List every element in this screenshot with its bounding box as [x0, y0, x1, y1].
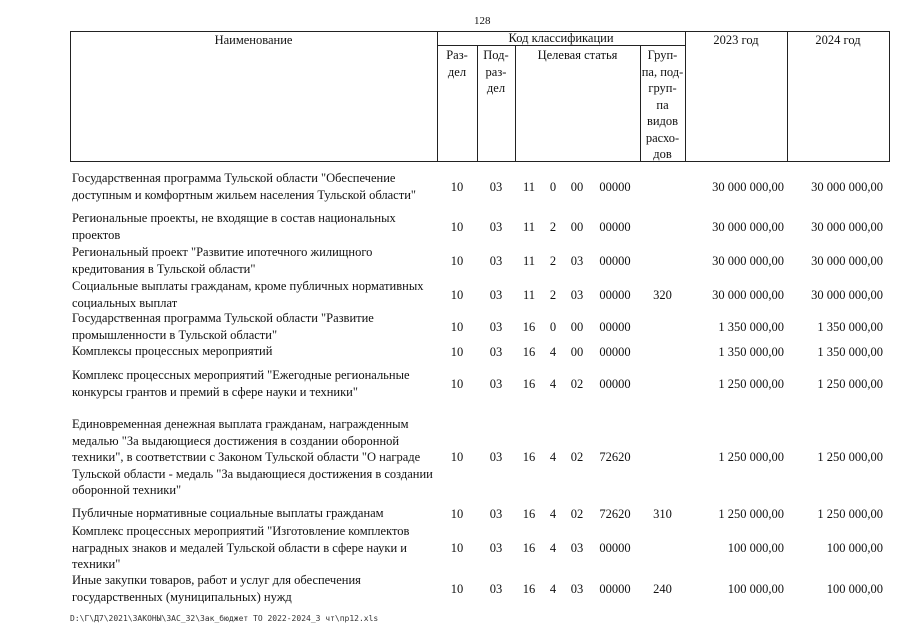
header-target: Целевая статья	[537, 48, 618, 62]
table-row	[70, 572, 890, 606]
row-target-4: 00000	[599, 180, 631, 194]
row-section: 10	[450, 180, 464, 194]
row-subsection: 03	[489, 507, 503, 521]
row-target-3: 02	[570, 450, 584, 464]
row-expense-group: 320	[653, 288, 672, 302]
row-subsection: 03	[489, 220, 503, 234]
row-name: Региональные проекты, не входящие в состав национальных проектов	[72, 211, 396, 242]
table-header	[70, 31, 890, 162]
row-target-1: 11	[522, 288, 536, 302]
header-code: Код классификации	[508, 31, 614, 45]
header-name: Наименование	[214, 33, 293, 47]
row-target-1: 16	[522, 320, 536, 334]
header-subsection: Под- раз- дел	[483, 48, 509, 95]
row-section: 10	[450, 377, 464, 391]
row-subsection: 03	[489, 582, 503, 596]
row-name: Комплекс процессных мероприятий "Изготовление комплектов наградных знаков и медалей Тульской области в сфере науки и техники"	[72, 524, 410, 571]
row-2023: 1 350 000,00	[718, 320, 784, 334]
row-target-2: 2	[549, 220, 557, 234]
table-row	[70, 170, 890, 204]
row-target-1: 16	[522, 541, 536, 555]
row-target-3: 03	[570, 582, 584, 596]
row-target-2: 4	[549, 345, 557, 359]
table-row	[70, 278, 890, 312]
row-name: Социальные выплаты гражданам, кроме публичных нормативных социальных выплат	[72, 279, 424, 310]
row-target-3: 02	[570, 377, 584, 391]
page-number: 128	[474, 15, 491, 27]
row-target-2: 4	[549, 507, 557, 521]
row-target-1: 11	[522, 180, 536, 194]
row-2024: 30 000 000,00	[811, 254, 883, 268]
row-target-2: 0	[549, 180, 557, 194]
row-2024: 30 000 000,00	[811, 180, 883, 194]
row-subsection: 03	[489, 320, 503, 334]
row-section: 10	[450, 288, 464, 302]
row-target-3: 00	[570, 220, 584, 234]
row-target-1: 16	[522, 507, 536, 521]
table-row	[70, 505, 890, 523]
row-target-1: 16	[522, 450, 536, 464]
row-target-2: 2	[549, 254, 557, 268]
row-2023: 30 000 000,00	[712, 220, 784, 234]
row-2023: 100 000,00	[727, 541, 784, 555]
row-section: 10	[450, 450, 464, 464]
row-2023: 1 250 000,00	[718, 450, 784, 464]
row-section: 10	[450, 507, 464, 521]
row-2024: 1 250 000,00	[817, 377, 883, 391]
row-2023: 30 000 000,00	[712, 288, 784, 302]
row-name: Единовременная денежная выплата гражданам, награжденным медалью "За выдающиеся достижения в создании оборонной техники", в соответствии с Законом Тульской области "О награде Тульской области - медаль "За выдающиеся достижения в создании оборонной техники"	[72, 417, 433, 497]
row-name: Публичные нормативные социальные выплаты гражданам	[72, 506, 384, 520]
row-2024: 1 250 000,00	[817, 507, 883, 521]
row-2023: 30 000 000,00	[712, 180, 784, 194]
row-target-4: 72620	[599, 507, 631, 521]
row-name: Комплекс процессных мероприятий "Ежегодные региональные конкурсы грантов и премий в сфере науки и техники"	[72, 368, 410, 399]
row-target-3: 03	[570, 254, 584, 268]
row-target-2: 2	[549, 288, 557, 302]
table-row	[70, 310, 890, 344]
row-target-1: 11	[522, 254, 536, 268]
row-2023: 1 250 000,00	[718, 377, 784, 391]
header-section: Раз- дел	[446, 48, 468, 79]
row-target-1: 16	[522, 377, 536, 391]
row-subsection: 03	[489, 288, 503, 302]
row-target-3: 03	[570, 541, 584, 555]
row-2024: 30 000 000,00	[811, 220, 883, 234]
row-target-4: 00000	[599, 320, 631, 334]
row-target-1: 16	[522, 345, 536, 359]
row-name: Комплексы процессных мероприятий	[72, 344, 273, 358]
row-subsection: 03	[489, 450, 503, 464]
row-expense-group: 310	[653, 507, 672, 521]
row-target-4: 00000	[599, 254, 631, 268]
row-target-3: 03	[570, 288, 584, 302]
row-name: Региональный проект "Развитие ипотечного жилищного кредитования в Тульской области"	[72, 245, 373, 276]
table-row	[70, 210, 890, 244]
table-row	[70, 523, 890, 573]
row-name: Государственная программа Тульской области "Обеспечение доступным и комфортным жильем населения Тульской области"	[72, 171, 416, 202]
header-2024: 2024 год	[815, 33, 861, 47]
row-target-3: 02	[570, 507, 584, 521]
row-subsection: 03	[489, 377, 503, 391]
row-section: 10	[450, 220, 464, 234]
row-2024: 1 350 000,00	[817, 345, 883, 359]
table-row	[70, 244, 890, 278]
row-2023: 30 000 000,00	[712, 254, 784, 268]
table-row	[70, 367, 890, 401]
table-row	[70, 343, 890, 361]
header-group: Груп- па, под- груп- па видов расхо- дов	[641, 48, 684, 161]
row-target-1: 16	[522, 582, 536, 596]
row-2023: 100 000,00	[727, 582, 784, 596]
row-target-4: 00000	[599, 288, 631, 302]
row-target-2: 4	[549, 582, 557, 596]
row-section: 10	[450, 320, 464, 334]
row-section: 10	[450, 541, 464, 555]
row-2024: 1 250 000,00	[817, 450, 883, 464]
file-path-footer: D:\Г\Д7\2021\ЗАКОНЫ\ЗАС_32\Зак_бюджет ТО 2022-2024_3 чт\пр12.xls	[70, 614, 379, 623]
row-2024: 30 000 000,00	[811, 288, 883, 302]
row-target-3: 00	[570, 180, 584, 194]
row-subsection: 03	[489, 254, 503, 268]
row-name: Государственная программа Тульской области "Развитие промышленности в Тульской области"	[72, 311, 374, 342]
row-2024: 1 350 000,00	[817, 320, 883, 334]
row-subsection: 03	[489, 180, 503, 194]
row-target-4: 00000	[599, 345, 631, 359]
row-expense-group: 240	[653, 582, 672, 596]
row-target-2: 4	[549, 450, 557, 464]
header-2023: 2023 год	[713, 33, 759, 47]
row-subsection: 03	[489, 541, 503, 555]
row-2024: 100 000,00	[826, 541, 883, 555]
row-target-4: 00000	[599, 582, 631, 596]
row-target-2: 4	[549, 541, 557, 555]
row-subsection: 03	[489, 345, 503, 359]
row-name: Иные закупки товаров, работ и услуг для обеспечения государственных (муниципальных) нужд	[72, 573, 361, 604]
row-target-3: 00	[570, 320, 584, 334]
row-target-4: 00000	[599, 541, 631, 555]
row-target-2: 4	[549, 377, 557, 391]
row-target-3: 00	[570, 345, 584, 359]
row-2024: 100 000,00	[826, 582, 883, 596]
row-section: 10	[450, 582, 464, 596]
row-target-2: 0	[549, 320, 557, 334]
row-target-4: 00000	[599, 220, 631, 234]
row-2023: 1 250 000,00	[718, 507, 784, 521]
row-target-1: 11	[522, 220, 536, 234]
row-section: 10	[450, 254, 464, 268]
row-target-4: 00000	[599, 377, 631, 391]
row-section: 10	[450, 345, 464, 359]
row-2023: 1 350 000,00	[718, 345, 784, 359]
table-row	[70, 416, 890, 498]
row-target-4: 72620	[599, 450, 631, 464]
